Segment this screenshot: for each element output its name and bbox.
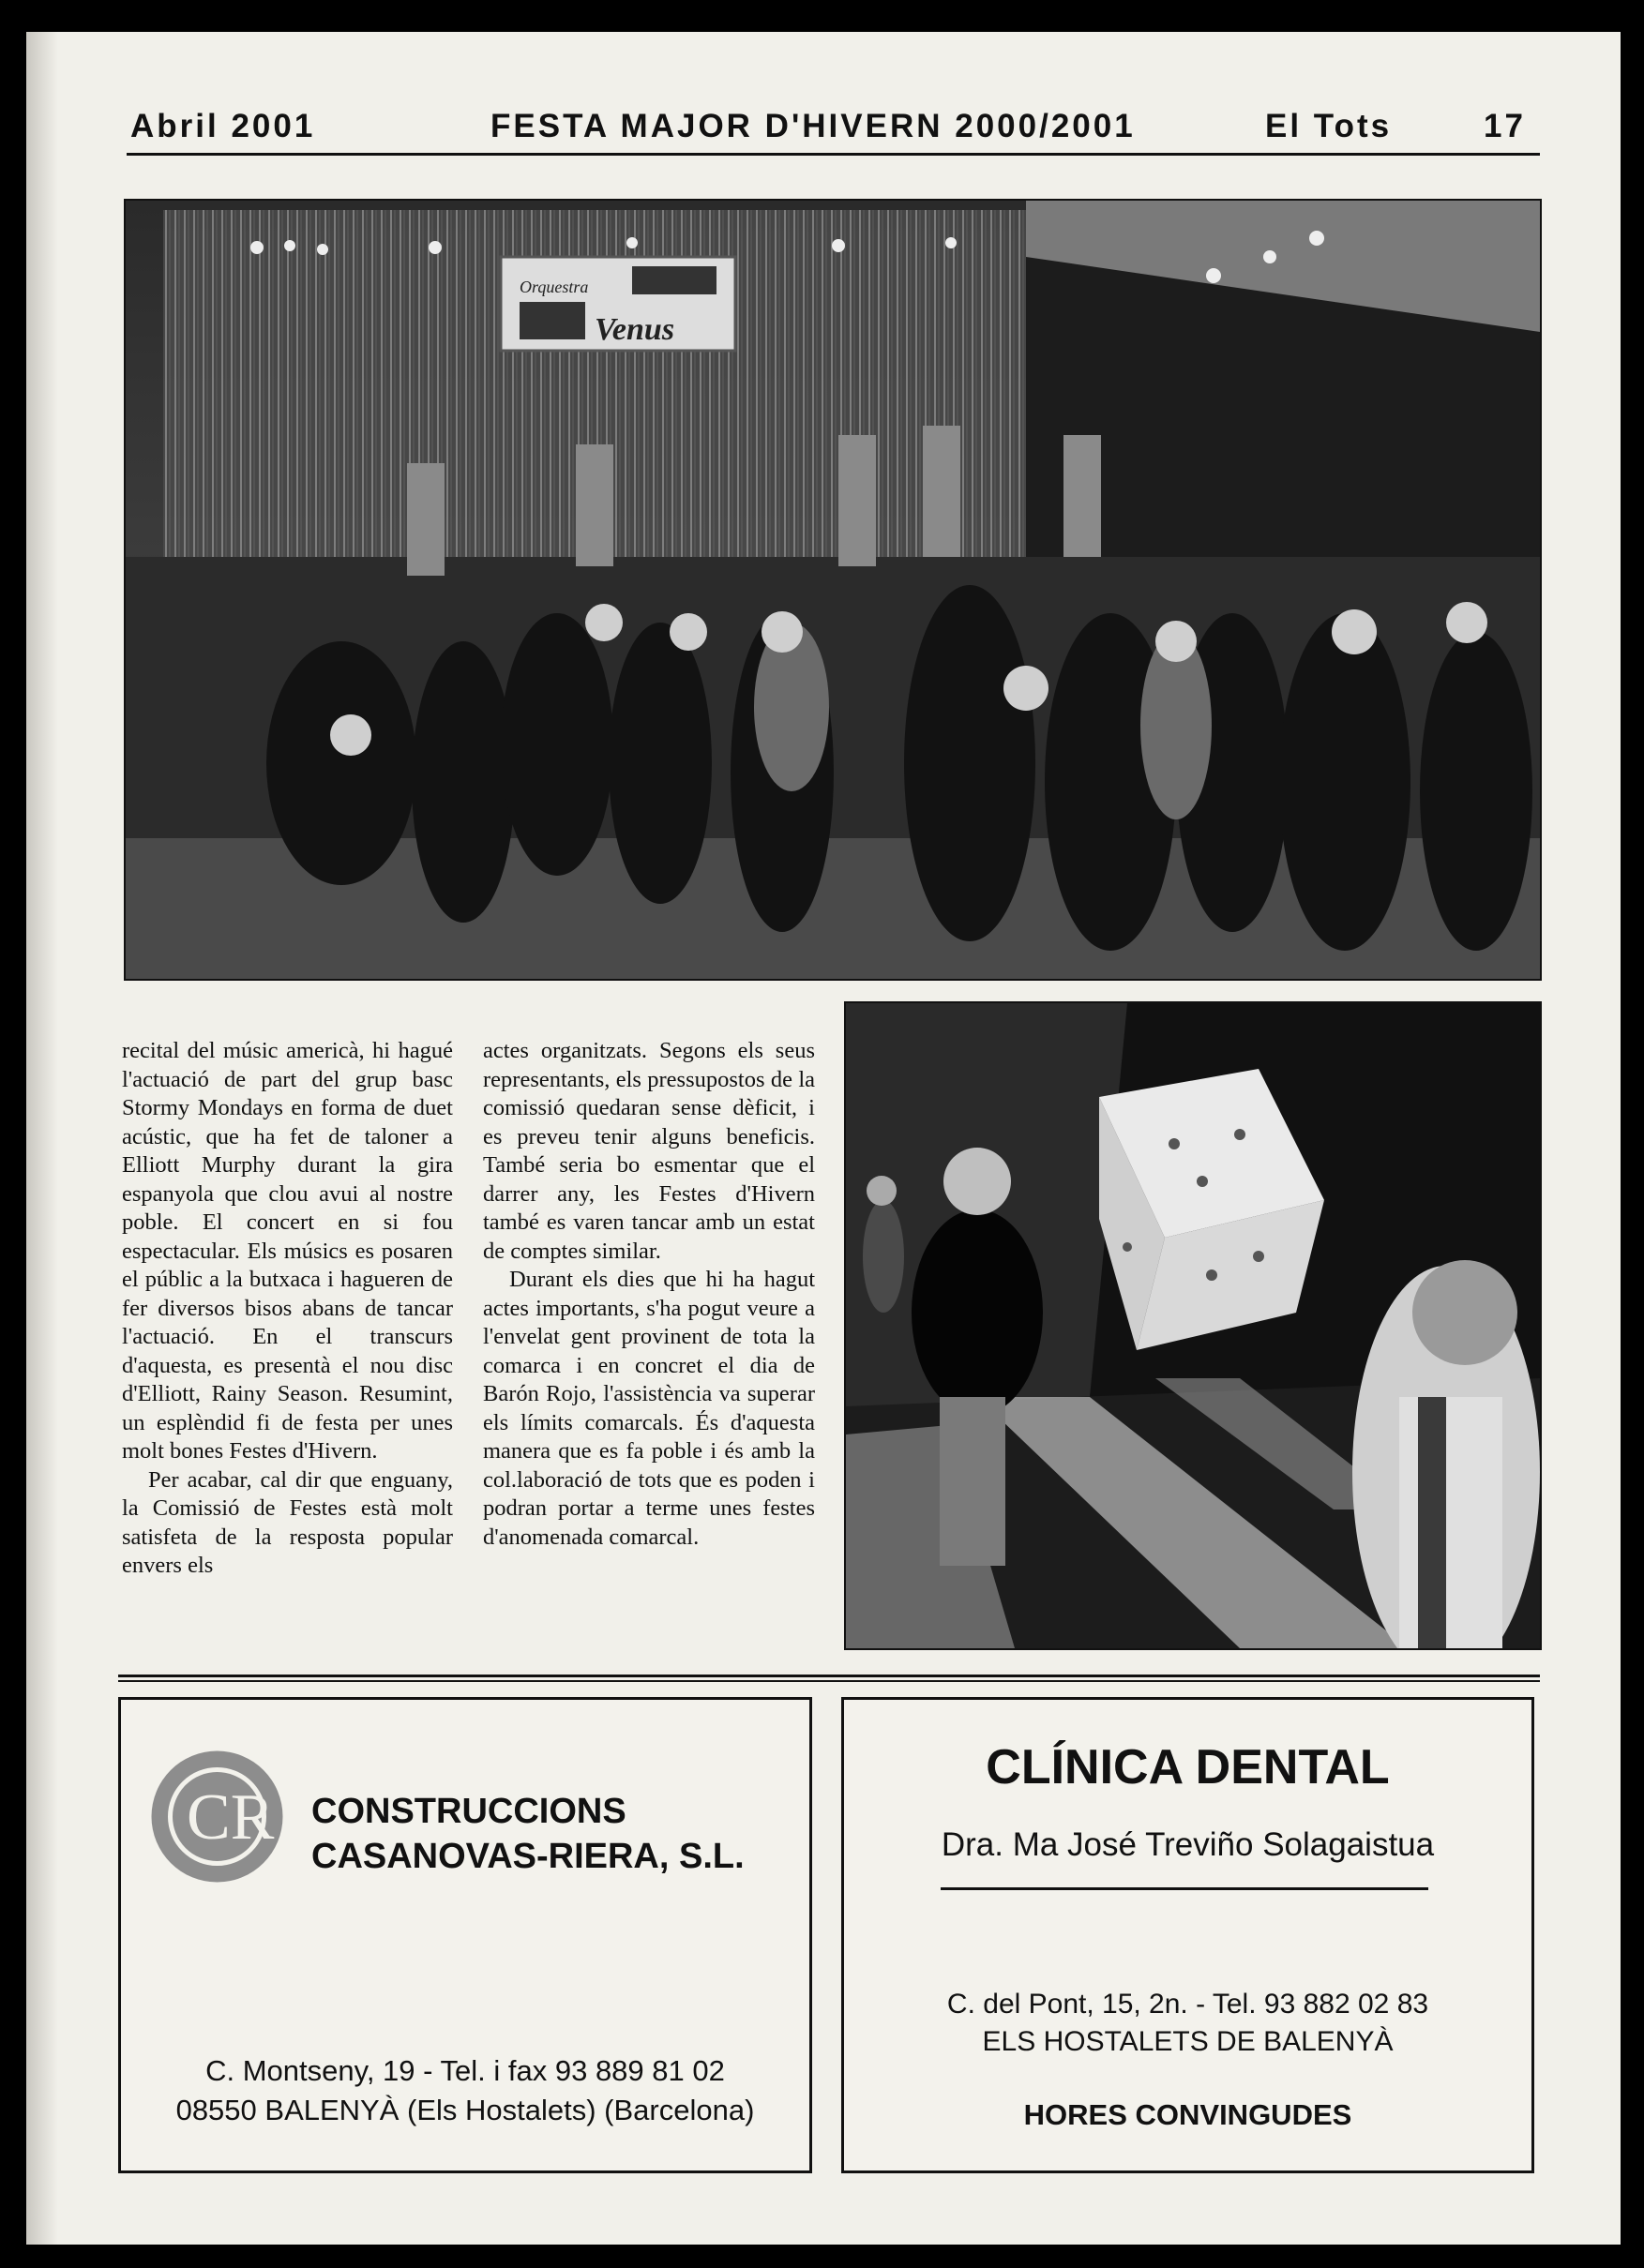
separator-line <box>118 1675 1540 1677</box>
banner-line1: Orquestra <box>520 278 589 296</box>
company-city: 08550 BALENYÀ (Els Hostalets) (Barcelona) <box>175 2094 755 2126</box>
company-name-line1: CONSTRUCCIONS <box>311 1792 626 1831</box>
publication-name: El Tots <box>1265 108 1393 144</box>
clinic-title: CLÍNICA DENTAL <box>986 1740 1390 1795</box>
clinic-doctor: Dra. Ma José Treviño Solagaistua <box>941 1826 1435 1863</box>
article-paragraph: Per acabar, cal dir que enguany, la Comissió de Festes està molt satisfeta de la resposta popular envers els <box>122 1466 453 1578</box>
clinic-hours: HORES CONVINGUDES <box>1023 2098 1352 2131</box>
construccions-ad <box>118 1697 812 2173</box>
band-banner <box>501 257 735 351</box>
article-paragraph: recital del músic americà, hi hagué l'actuació de part del grup basc Stormy Mondays en forma de duet acústic, que ha fet de taloner a Elliott Murphy durant la gira espanyola que clou avui al nostre poble. El concert en si fou espectacular. Els músics es posaren el públic a la butxaca i hagueren de fer diversos bisos abans de tancar l'actuació. En el transcurs d'aquesta, es presentà el nou disc d'Elliott, Rainy Season. Resumint, un esplèndid fi de festa per unes molt bones Festes d'Hivern. <box>122 1038 453 1464</box>
logo-letters: CR <box>187 1781 275 1854</box>
page-fold-shadow <box>26 32 58 2245</box>
header-rule <box>127 153 1540 156</box>
banner-line2: Venus <box>595 312 675 347</box>
issue-date: Abril 2001 <box>130 108 316 144</box>
clinic-divider <box>941 1887 1428 1890</box>
page-number: 17 <box>1484 108 1526 144</box>
cr-logo-icon <box>149 1749 285 1885</box>
clinic-town: ELS HOSTALETS DE BALENYÀ <box>982 2026 1394 2057</box>
article-paragraph: actes organitzats. Segons els seus representants, els pressupostos de la comissió quedaran sense dèficit, i es preveu tenir alguns beneficis. També seria bo esmentar que el darrer any, les Festes d'Hivern també es varen tancar amb un estat de comptes similar. <box>483 1038 815 1264</box>
section-title: FESTA MAJOR D'HIVERN 2000/2001 <box>490 108 1136 144</box>
company-name-line2: CASANOVAS-RIERA, S.L. <box>311 1837 745 1876</box>
page-header <box>127 108 1540 155</box>
article-column-1 <box>122 1037 453 1581</box>
dance-photo <box>124 199 1542 981</box>
dice-photo <box>844 1001 1542 1650</box>
clinica-dental-ad <box>841 1697 1534 2173</box>
company-address: C. Montseny, 19 - Tel. i fax 93 889 81 02 <box>205 2054 725 2087</box>
article-column-2 <box>483 1037 815 1552</box>
clinic-address: C. del Pont, 15, 2n. - Tel. 93 882 02 83 <box>946 1989 1429 2020</box>
article-paragraph: Durant els dies que hi ha hagut actes importants, s'ha pogut veure a l'envelat gent provinent de tota la comarca i en concret el dia de Barón Rojo, l'assistència va superar els límits comarcals. És d'aquesta manera que es fa poble i és amb la col.laboració de tots que es poden i podran portar a terme unes festes d'anomenada comarcal. <box>483 1267 815 1550</box>
separator-line <box>118 1680 1540 1682</box>
